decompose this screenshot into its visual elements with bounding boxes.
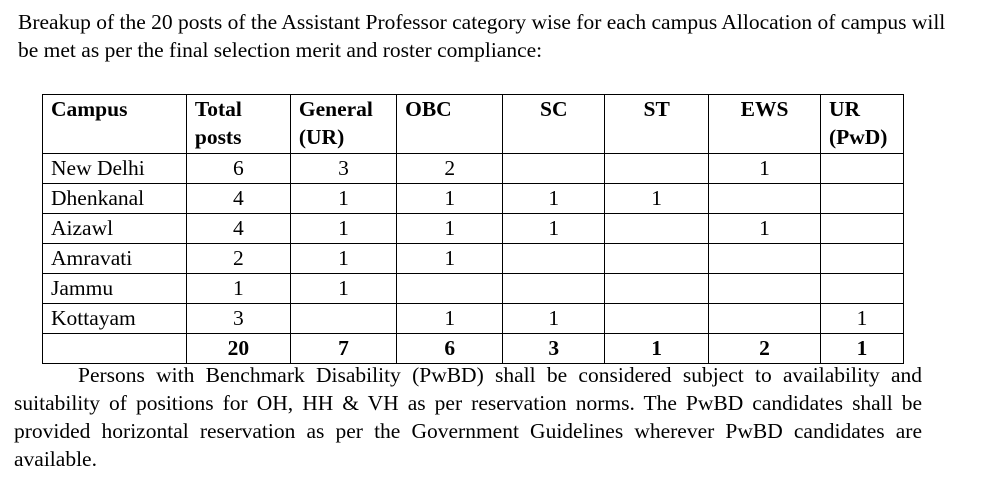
posts-breakup-table <box>42 94 904 364</box>
intro-paragraph: Breakup of the 20 posts of the Assistant Professor category wise for each campus Allocation of campus will be met as per the final selection merit and roster compliance: <box>18 10 946 62</box>
cell-campus: New Delhi <box>43 154 187 184</box>
cell-campus: Amravati <box>43 244 187 274</box>
cell-general: 1 <box>290 184 396 214</box>
cell-ur-pwd <box>820 244 903 274</box>
cell-general: 1 <box>290 214 396 244</box>
cell-total: 4 <box>186 184 290 214</box>
table-row <box>43 244 904 274</box>
cell-general: 3 <box>290 154 396 184</box>
cell-obc: 1 <box>397 244 503 274</box>
cell-obc: 2 <box>397 154 503 184</box>
cell-st <box>605 304 709 334</box>
table-row <box>43 184 904 214</box>
table-row <box>43 214 904 244</box>
cell-st: 1 <box>605 184 709 214</box>
header-total-posts: Total posts <box>186 95 290 154</box>
cell-st <box>605 214 709 244</box>
cell-ur-pwd <box>820 274 903 304</box>
table-row <box>43 274 904 304</box>
total-cell-ur-pwd: 1 <box>820 334 903 364</box>
total-cell-ews: 2 <box>709 334 821 364</box>
header-st: ST <box>605 95 709 154</box>
header-obc: OBC <box>397 95 503 154</box>
cell-sc <box>503 154 605 184</box>
header-ur-pwd: UR (PwD) <box>820 95 903 154</box>
header-campus: Campus <box>43 95 187 154</box>
cell-obc: 1 <box>397 184 503 214</box>
cell-st <box>605 154 709 184</box>
table-header-row <box>43 95 904 154</box>
cell-obc: 1 <box>397 214 503 244</box>
cell-campus: Jammu <box>43 274 187 304</box>
header-general-ur: General (UR) <box>290 95 396 154</box>
total-cell-total: 20 <box>186 334 290 364</box>
total-cell-sc: 3 <box>503 334 605 364</box>
cell-total: 2 <box>186 244 290 274</box>
cell-ews <box>709 274 821 304</box>
cell-ur-pwd <box>820 184 903 214</box>
cell-campus: Dhenkanal <box>43 184 187 214</box>
cell-total: 1 <box>186 274 290 304</box>
total-cell-st: 1 <box>605 334 709 364</box>
cell-sc: 1 <box>503 184 605 214</box>
cell-total: 6 <box>186 154 290 184</box>
header-sc: SC <box>503 95 605 154</box>
cell-ews <box>709 244 821 274</box>
cell-st <box>605 244 709 274</box>
total-cell-obc: 6 <box>397 334 503 364</box>
cell-total: 4 <box>186 214 290 244</box>
table-row <box>43 304 904 334</box>
table-row <box>43 154 904 184</box>
cell-obc <box>397 274 503 304</box>
cell-sc <box>503 244 605 274</box>
cell-general: 1 <box>290 244 396 274</box>
pwbd-note-paragraph: Persons with Benchmark Disability (PwBD) shall be considered subject to availability and suitability of positions for OH, HH & VH as per reservation norms. The PwBD candidates shall be provided horizontal reservation as per the Government Guidelines wherever PwBD candidates are available. <box>14 363 922 471</box>
cell-ur-pwd <box>820 214 903 244</box>
table-total-row <box>43 334 904 364</box>
cell-ur-pwd <box>820 154 903 184</box>
cell-ur-pwd: 1 <box>820 304 903 334</box>
cell-ews <box>709 184 821 214</box>
cell-general <box>290 304 396 334</box>
cell-ews <box>709 304 821 334</box>
cell-ews: 1 <box>709 214 821 244</box>
cell-st <box>605 274 709 304</box>
total-cell-campus <box>43 334 187 364</box>
total-cell-general: 7 <box>290 334 396 364</box>
cell-campus: Kottayam <box>43 304 187 334</box>
cell-sc: 1 <box>503 214 605 244</box>
cell-sc: 1 <box>503 304 605 334</box>
cell-campus: Aizawl <box>43 214 187 244</box>
cell-sc <box>503 274 605 304</box>
cell-ews: 1 <box>709 154 821 184</box>
cell-obc: 1 <box>397 304 503 334</box>
cell-total: 3 <box>186 304 290 334</box>
header-ews: EWS <box>709 95 821 154</box>
cell-general: 1 <box>290 274 396 304</box>
